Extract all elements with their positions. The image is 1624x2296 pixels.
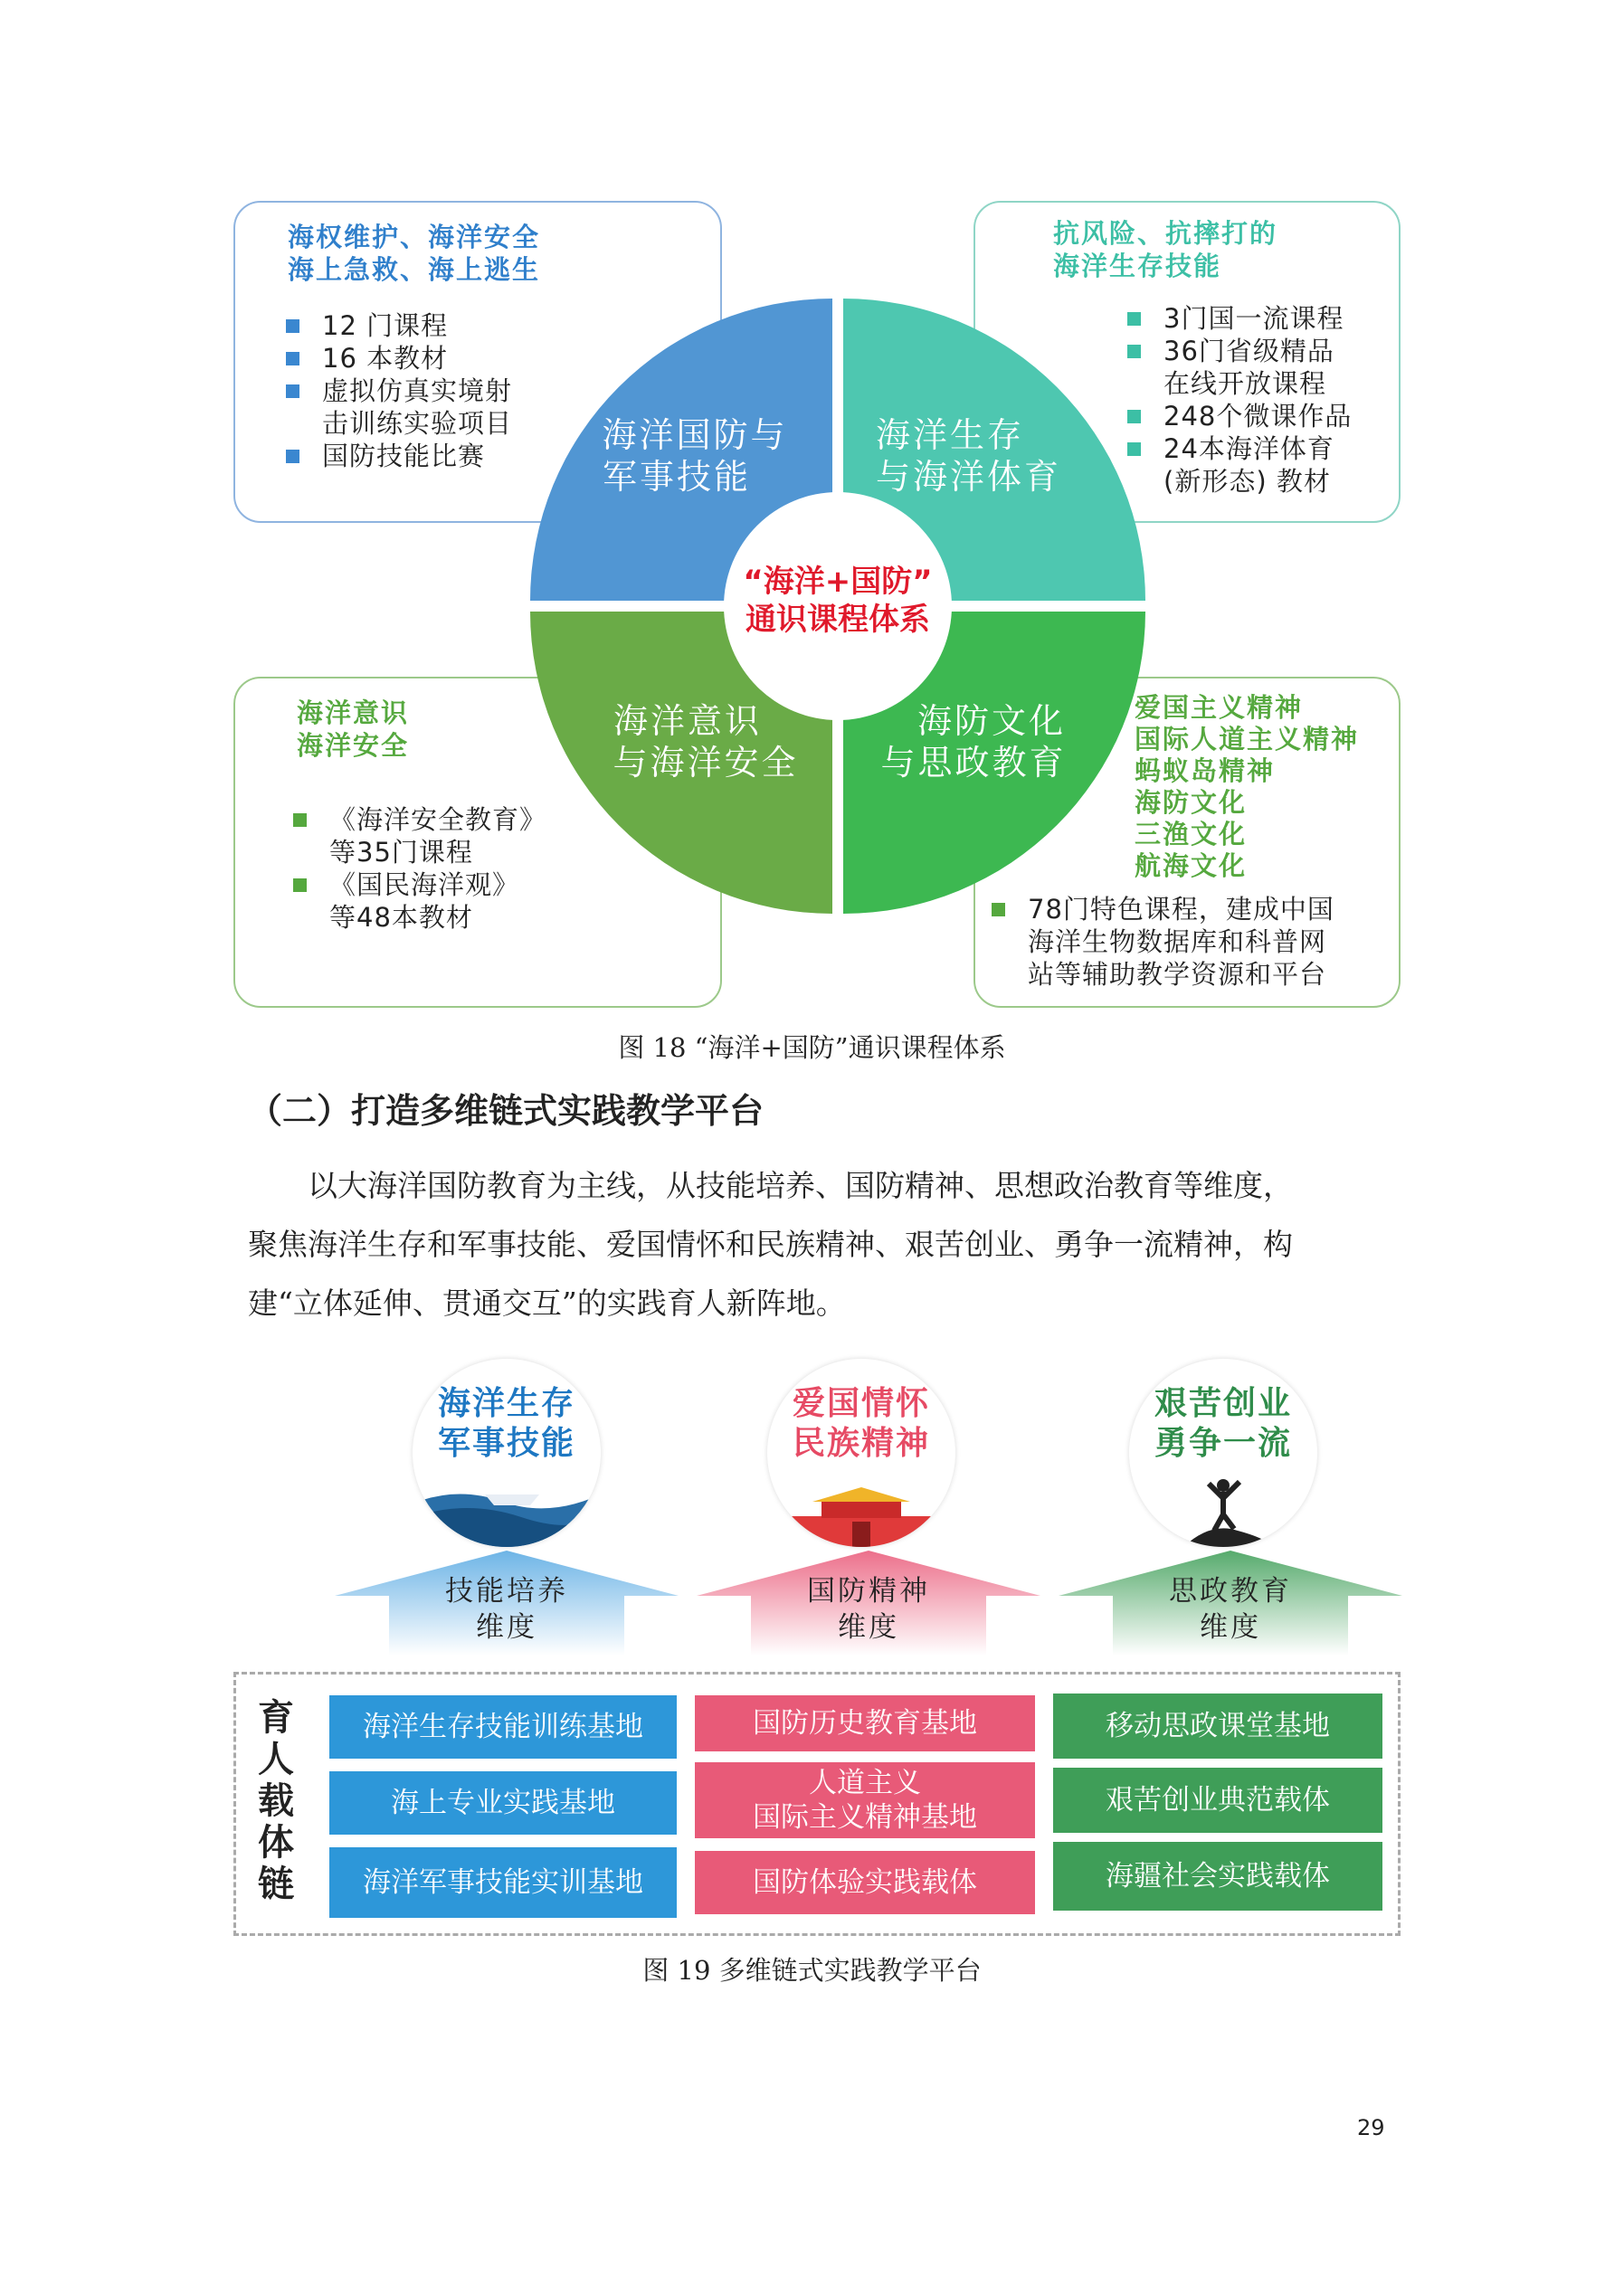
box-tl-heading-1: 海权维护、海洋安全	[288, 222, 541, 252]
chain-col1-item-3: 海洋军事技能实训基地	[329, 1847, 677, 1918]
circle-ocean-skills	[413, 1359, 601, 1547]
list-item: 16 本教材	[280, 342, 512, 375]
box-br-heading-3: 蚂蚁岛精神	[1135, 755, 1276, 786]
list-item: 24本海洋体育 (新形态) 教材	[1122, 432, 1352, 498]
center-title-1: “海洋+国防”	[743, 564, 933, 600]
quadrant-tr-label-2: 与海洋体育	[876, 457, 1062, 497]
figure-19-caption: 图 19 多维链式实践教学平台	[642, 1955, 982, 1986]
list-item: 36门省级精品 在线开放课程	[1122, 335, 1352, 400]
chain-col2-item-2: 人道主义 国际主义精神基地	[695, 1762, 1035, 1838]
chain-col2-item-3: 国防体验实践载体	[695, 1851, 1035, 1914]
box-br-heading-5: 三渔文化	[1135, 819, 1248, 849]
bullet-square-icon	[286, 352, 299, 365]
box-bl-heading-2: 海洋安全	[297, 730, 410, 761]
list-item: 3门国一流课程	[1122, 302, 1352, 335]
bullet-square-icon	[286, 384, 299, 398]
center-title-2: 通识课程体系	[746, 602, 930, 638]
chain-col1-item-2: 海上专业实践基地	[329, 1771, 677, 1835]
box-br-heading-6: 航海文化	[1135, 850, 1248, 881]
bullet-square-icon	[293, 878, 307, 892]
bullet-square-icon	[286, 319, 299, 333]
box-bl-list	[288, 803, 546, 934]
boat-wave-icon	[413, 1467, 601, 1547]
list-item: 248个微课作品	[1122, 400, 1352, 432]
bullet-square-icon	[293, 813, 307, 827]
circle-3-line-1: 艰苦创业	[1154, 1385, 1292, 1422]
box-tl-list	[280, 309, 512, 472]
section-paragraph-line-1: 以大海洋国防教育为主线，从技能培养、国防精神、思想政治教育等维度，	[308, 1168, 1293, 1203]
dimension-1-line-2: 维度	[476, 1611, 537, 1644]
circle-1-line-1: 海洋生存	[437, 1385, 575, 1422]
box-br-heading-4: 海防文化	[1135, 787, 1248, 818]
quadrant-br-label-1: 海防文化	[916, 701, 1066, 741]
box-br-heading-1: 爱国主义精神	[1135, 692, 1304, 723]
chain-col2-item-1: 国防历史教育基地	[695, 1695, 1035, 1751]
figure-18-caption: 图 18 “海洋+国防”通识课程体系	[618, 1032, 1006, 1063]
circle-2-line-1: 爱国情怀	[792, 1385, 930, 1422]
box-tr-list	[1122, 302, 1352, 498]
chain-col3-item-2: 艰苦创业典范载体	[1053, 1768, 1382, 1833]
gate-tower-icon	[767, 1480, 955, 1547]
list-item: 《国民海洋观》 等48本教材	[288, 868, 546, 934]
quadrant-br-label-2: 与思政教育	[880, 743, 1067, 783]
circle-hard-work	[1129, 1359, 1317, 1547]
list-item: 78门特色课程，建成中国 海洋生物数据库和科普网 站等辅助教学资源和平台	[986, 893, 1334, 991]
circle-1-line-2: 军事技能	[437, 1425, 575, 1462]
chain-col1-item-1: 海洋生存技能训练基地	[329, 1695, 677, 1759]
box-br-heading-2: 国际人道主义精神	[1135, 724, 1360, 754]
quadrant-bl-label-1: 海洋意识	[613, 701, 762, 741]
chain-col3-item-3: 海疆社会实践载体	[1053, 1842, 1382, 1911]
dimension-3-line-1: 思政教育	[1169, 1575, 1292, 1608]
circle-3-line-2: 勇争一流	[1154, 1425, 1292, 1462]
list-item: 国防技能比赛	[280, 440, 512, 472]
dimension-2-line-1: 国防精神	[807, 1575, 930, 1608]
quadrant-tr-label-1: 海洋生存	[876, 415, 1025, 455]
quadrant-bl-label-2: 与海洋安全	[613, 743, 799, 783]
box-bl-heading-1: 海洋意识	[297, 697, 410, 728]
circle-2-line-2: 民族精神	[792, 1425, 930, 1462]
quadrant-tl-label-1: 海洋国防与	[602, 415, 788, 455]
dimension-1-line-1: 技能培养	[445, 1575, 568, 1608]
list-item: 12 门课程	[280, 309, 512, 342]
box-tl-heading-2: 海上急救、海上逃生	[288, 254, 541, 285]
section-paragraph-line-2: 聚焦海洋生存和军事技能、爱国情怀和民族精神、艰苦创业、勇争一流精神，构	[248, 1227, 1293, 1262]
page-number: 29	[1357, 2115, 1385, 2140]
bullet-square-icon	[286, 450, 299, 463]
list-item: 《海洋安全教育》 等35门课程	[288, 803, 546, 868]
dimension-2-line-2: 维度	[838, 1611, 899, 1644]
box-tr-heading-2: 海洋生存技能	[1053, 251, 1222, 281]
list-item: 虚拟仿真实境射 击训练实验项目	[280, 375, 512, 440]
dimension-3-line-2: 维度	[1200, 1611, 1261, 1644]
section-heading: （二）打造多维链式实践教学平台	[248, 1091, 765, 1131]
circle-patriotism	[767, 1359, 955, 1547]
box-tr-heading-1: 抗风险、抗摔打的	[1053, 218, 1278, 249]
chain-col3-item-1: 移动思政课堂基地	[1053, 1694, 1382, 1759]
climber-silhouette-icon	[1129, 1458, 1317, 1547]
section-paragraph-line-3: 建“立体延伸、贯通交互”的实践育人新阵地。	[248, 1286, 846, 1321]
chain-label: 育 人 载 体 链	[258, 1697, 294, 1905]
quadrant-tl-label-2: 军事技能	[602, 457, 751, 497]
